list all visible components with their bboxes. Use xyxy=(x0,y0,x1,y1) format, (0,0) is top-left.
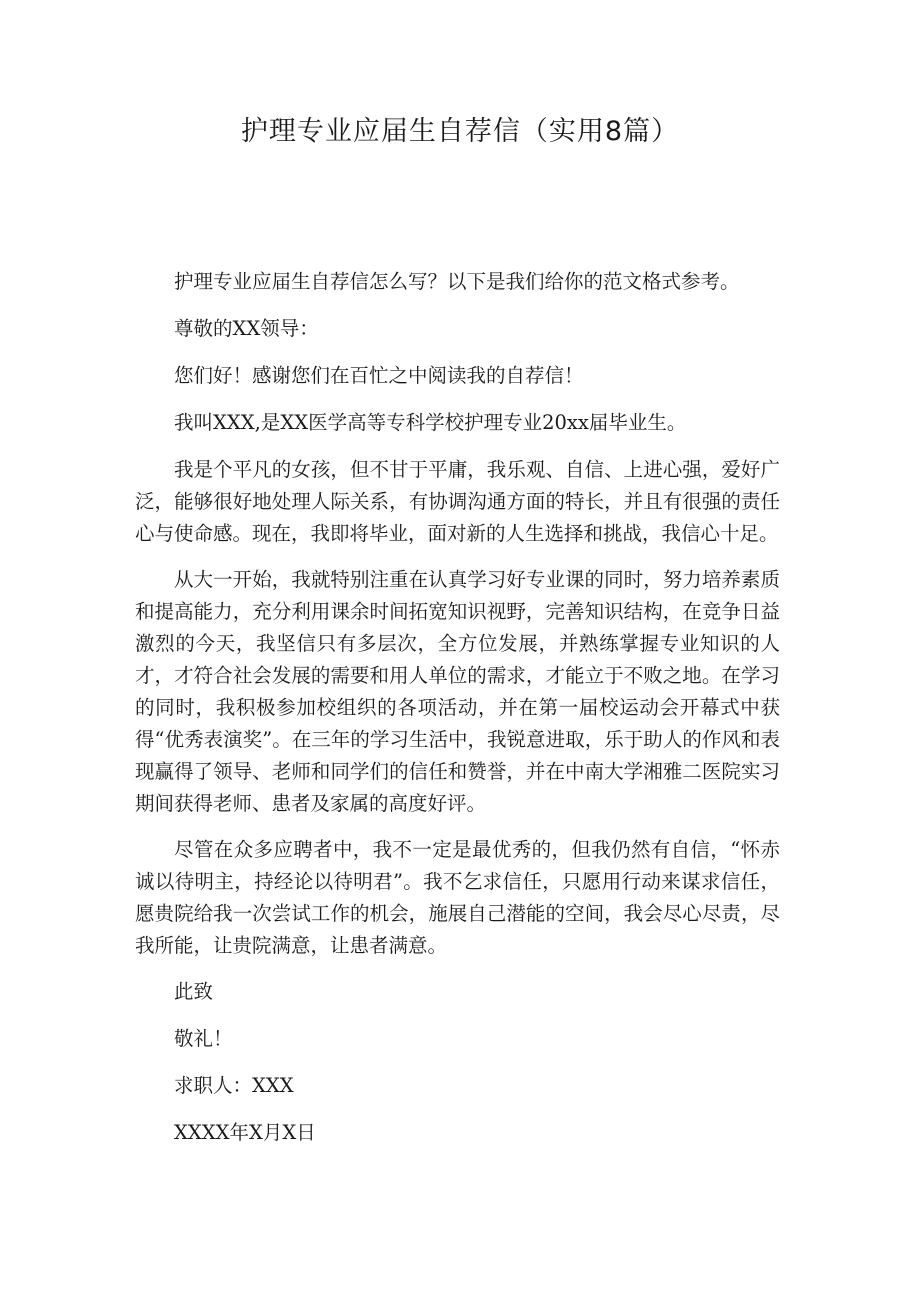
study-paragraph: 从大一开始，我就特别注重在认真学习好专业课的同时，努力培养素质和提高能力，充分利用课余时间拓宽知识视野，完善知识结构，在竞争日益激烈的今天，我坚信只有多层次，全方位发展，并熟练掌握专业知识的人才，才符合社会发展的需要和用人单位的需求，才能立于不败之地。在学习的同时，我积极参加校组织的各项活动，并在第一届校运动会开幕式中获得“优秀表演奖”。在三年的学习生活中，我锐意进取，乐于助人的作风和表现赢得了领导、老师和同学们的信任和赞誉，并在中南大学湘雅二医院实习期间获得老师、患者及家属的高度好评。 xyxy=(135,568,780,815)
salutation: 尊敬的XX领导： xyxy=(174,317,319,340)
regards-line: 敬礼！ xyxy=(174,1027,233,1050)
greeting-paragraph: 您们好！感谢您们在百忙之中阅读我的自荐信！ xyxy=(174,364,584,387)
request-paragraph: 尽管在众多应聘者中，我不一定是最优秀的，但我仍然有自信，“怀赤诚以待明主，持经论以待明君”。我不乞求信任，只愿用行动来谋求信任，愿贵院给我一次尝试工作的机会，施展自己潜能的空间，我会尽心尽责，尽我所能，让贵院满意，让患者满意。 xyxy=(135,838,780,957)
identity-paragraph: 我叫XXX,是XX医学高等专科学校护理专业20xx届毕业生。 xyxy=(174,411,687,434)
closing-line: 此致 xyxy=(174,980,214,1003)
self-intro-paragraph: 我是个平凡的女孩，但不甘于平庸，我乐观、自信、上进心强，爱好广泛，能够很好地处理人际关系，有协调沟通方面的特长，并且有很强的责任心与使命感。现在，我即将毕业，面对新的人生选择和挑战，我信心十足。 xyxy=(135,458,780,545)
document-body xyxy=(135,266,780,1164)
applicant-line: 求职人：XXX xyxy=(174,1074,294,1097)
date-line: XXXX年X月X日 xyxy=(174,1121,316,1144)
document-title: 护理专业应届生自荐信（实用8篇） xyxy=(240,116,680,147)
intro-paragraph: 护理专业应届生自荐信怎么写？以下是我们给你的范文格式参考。 xyxy=(174,270,740,293)
